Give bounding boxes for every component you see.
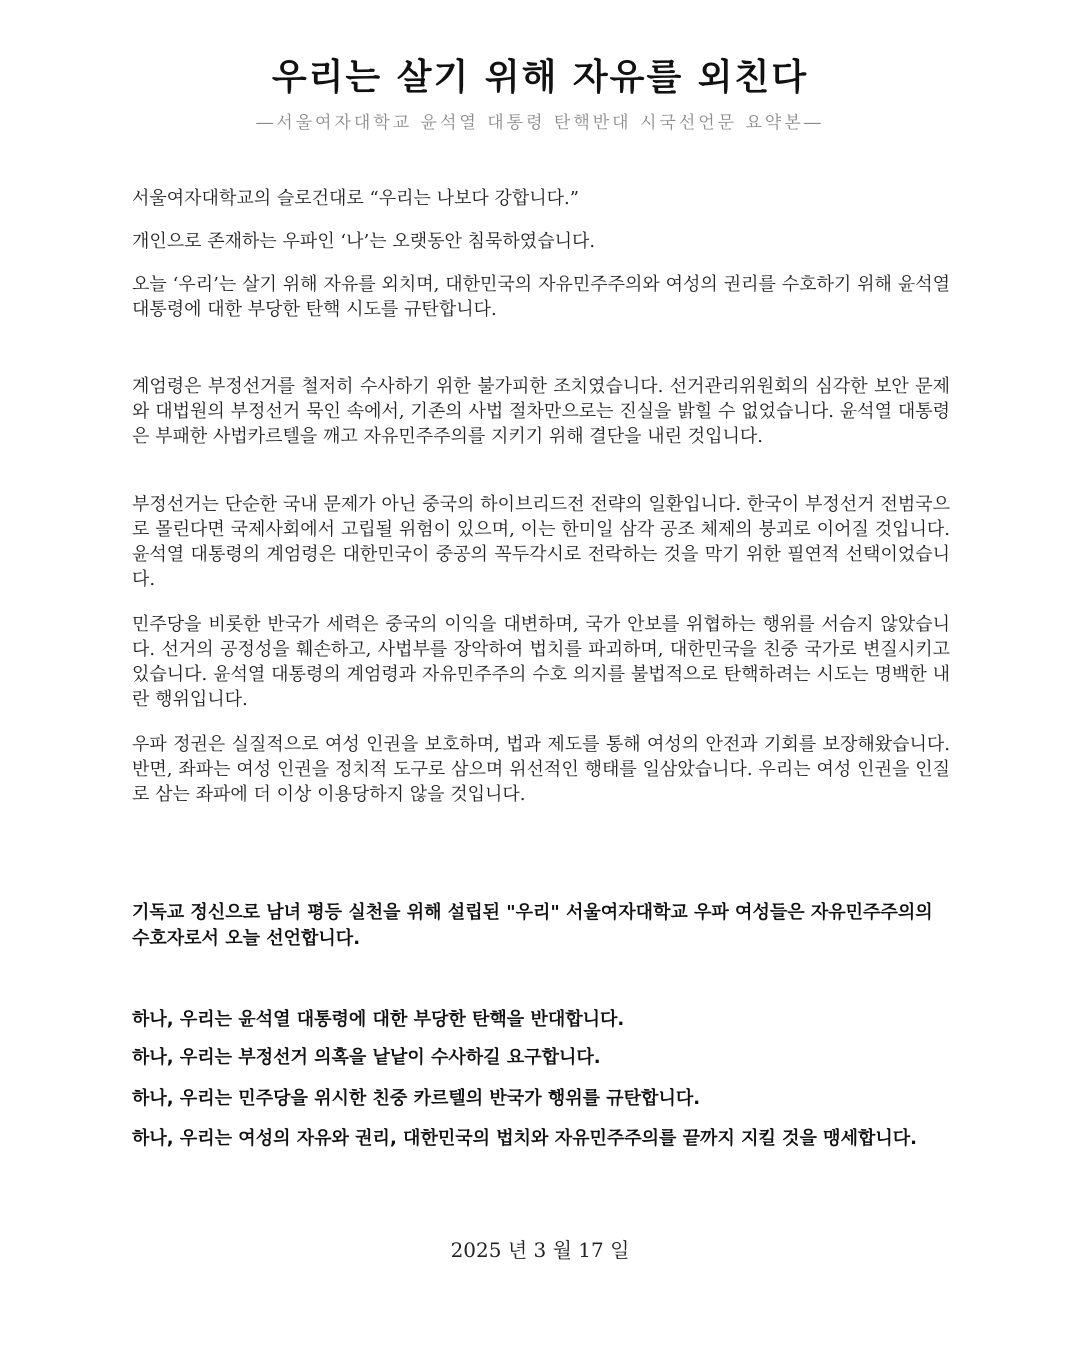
declaration-paragraph: 기독교 정신으로 남녀 평등 실천을 위해 설립된 "우리" 서울여자대학교 우파 여성들은 자유민주주의의 수호자로서 오늘 선언합니다.: [132, 902, 933, 949]
resolution-item: 하나, 우리는 여성의 자유와 권리, 대한민국의 법치와 자유민주주의를 끝까지 지킬 것을 맹세합니다.: [132, 1128, 917, 1149]
document-subtitle: ―서울여자대학교 윤석열 대통령 탄핵반대 시국선언문 요약본―: [256, 113, 824, 133]
body-paragraph: 우파 정권은 실질적으로 여성 인권을 보호하며, 법과 제도를 통해 여성의 안전과 기회를 보장해왔습니다. 반면, 좌파는 여성 인권을 정치적 도구로 삼으며 위선적인 행태를 일삼았습니다. 우리는 여성 인권을 인질로 삼는 좌파에 더 이상 이용당하지 않을 것입니다.: [132, 734, 950, 805]
body-paragraph: 부정선거는 단순한 국내 문제가 아닌 중국의 하이브리드전 전략의 일환입니다. 한국이 부정선거 전범국으로 몰린다면 국제사회에서 고립될 위험이 있으며, 이는 한미일 삼각 공조 체제의 붕괴로 이어질 것입니다. 윤석열 대통령의 계엄령은 대한민국이 중공의 꼭두각시로 전락하는 것을 막기 위한 필연적 선택이었습니다.: [132, 494, 950, 590]
document-date: 2025 년 3 월 17 일: [450, 1238, 630, 1262]
intro-paragraph: 오늘 ‘우리’는 살기 위해 자유를 외치며, 대한민국의 자유민주주의와 여성의 권리를 수호하기 위해 윤석열 대통령에 대한 부당한 탄핵 시도를 규탄합니다.: [132, 274, 950, 320]
body-paragraph: 민주당을 비롯한 반국가 세력은 중국의 이익을 대변하며, 국가 안보를 위협하는 행위를 서슴지 않았습니다. 선거의 공정성을 훼손하고, 사법부를 장악하여 법치를 파괴하며, 대한민국을 친중 국가로 변질시키고 있습니다. 윤석열 대통령의 계엄령과 자유민주주의 수호 의지를 불법적으로 탄핵하려는 시도는 명백한 내란 행위입니다.: [132, 614, 950, 710]
body-paragraph: 계엄령은 부정선거를 철저히 수사하기 위한 불가피한 조치였습니다. 선거관리위원회의 심각한 보안 문제와 대법원의 부정선거 묵인 속에서, 기존의 사법 절차만으로는 진실을 밝힐 수 없었습니다. 윤석열 대통령은 부패한 사법카르텔을 깨고 자유민주주의를 지키기 위해 결단을 내린 것입니다.: [132, 376, 950, 447]
resolution-item: 하나, 우리는 윤석열 대통령에 대한 부당한 탄핵을 반대합니다.: [132, 1009, 625, 1030]
resolution-item: 하나, 우리는 부정선거 의혹을 낱낱이 수사하길 요구합니다.: [132, 1047, 601, 1068]
intro-paragraph: 개인으로 존재하는 우파인 ‘나’는 오랫동안 침묵하였습니다.: [132, 231, 596, 252]
intro-paragraph: 서울여자대학교의 슬로건대로 “우리는 나보다 강합니다.”: [132, 188, 579, 209]
document-title: 우리는 살기 위해 자유를 외친다: [271, 57, 809, 98]
resolution-item: 하나, 우리는 민주당을 위시한 친중 카르텔의 반국가 행위를 규탄합니다.: [132, 1088, 701, 1109]
